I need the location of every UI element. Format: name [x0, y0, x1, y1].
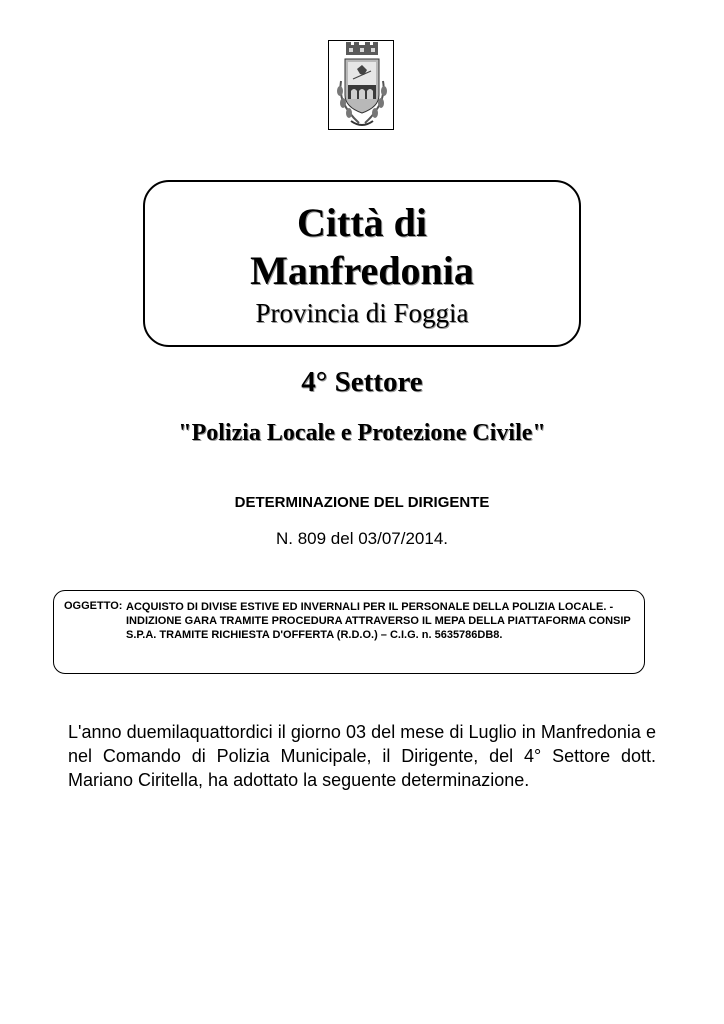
city-header-box	[143, 180, 581, 347]
sector-subtitle: "Polizia Locale e Protezione Civile"	[178, 420, 546, 446]
city-title-line1: Città di	[297, 200, 427, 245]
city-title	[145, 199, 579, 295]
document-type: DETERMINAZIONE DEL DIRIGENTE	[234, 494, 490, 511]
city-title-line2: Manfredonia	[250, 248, 474, 293]
coat-of-arms-icon	[329, 41, 395, 131]
subject-text: ACQUISTO DI DIVISE ESTIVE ED INVERNALI PER IL PERSONALE DELLA POLIZIA LOCALE. - INDIZIONE GARA TRAMITE PROCEDURA ATTRAVERSO IL MEPA DELLA PIATTAFORMA CONSIP S.P.A. TRAMITE RICHIESTA D'OFFERTA (R.D.O.) – C.I.G. n. 5635786DB8.	[126, 601, 631, 641]
subject-box	[53, 590, 645, 674]
province-name: Provincia di Foggia	[255, 298, 469, 328]
document-number: N. 809 del 03/07/2014.	[275, 529, 449, 548]
subject-label: OGGETTO:	[64, 600, 123, 612]
body-paragraph: L'anno duemilaquattordici il giorno 03 del mese di Luglio in Manfredonia e nel Comando di Polizia Municipale, il Dirigente, del 4° Settore dott. Mariano Ciritella, ha adottato la seguente determinazione.	[68, 722, 656, 790]
coat-of-arms-frame	[328, 40, 394, 130]
sector-title: 4° Settore	[301, 366, 423, 398]
